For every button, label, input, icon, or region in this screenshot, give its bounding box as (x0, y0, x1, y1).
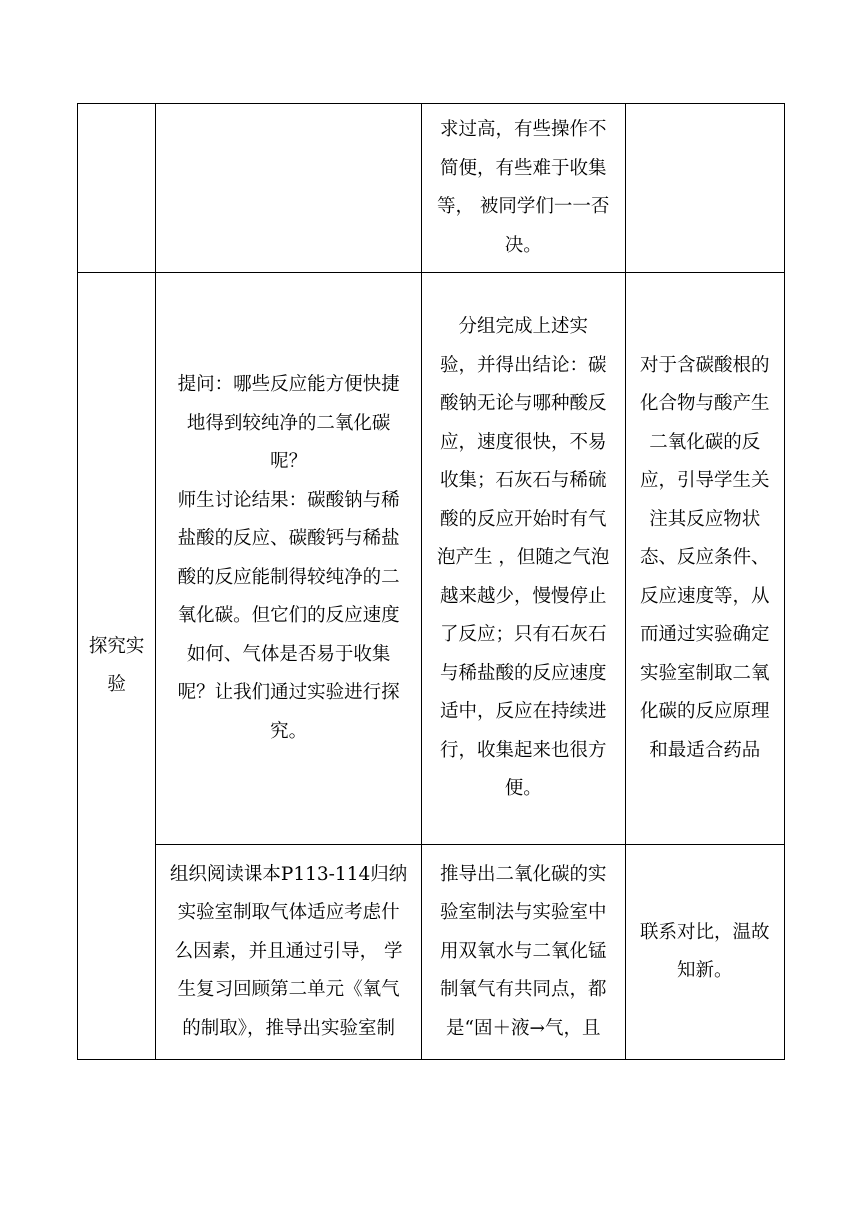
teacher-activity-cell: 提问：哪些反应能方便快捷 地得到较纯净的二氧化碳 呢？ 师生讨论结果：碳酸钠与稀 盐酸的反应、碳酸钙与稀盐 酸的反应能制得较纯净的二 氧化碳。但它们的反应速度 如何、气体是否易于收集 呢？让我们通过实验进行探 究。 (156, 273, 422, 845)
student-activity-cell: 分组完成上述实 验，并得出结论：碳 酸钠无论与哪种酸反 应，速度很快，不易 收集；石灰石与稀硫 酸的反应开始时有气 泡产生 ，但随之气泡 越来越少，慢慢停止 了反应；只有石灰石 与稀盐酸的反应速度 适中，反应在持续进 行，收集起来也很方 便。 (421, 273, 625, 845)
lesson-plan-table (77, 103, 785, 1060)
table-row (78, 845, 785, 1060)
teacher-activity-cell: 组织阅读课本P113-114归纳 实验室制取气体适应考虑什 么因素，并且通过引导， 学 生复习回顾第二单元《氧气 的制取》，推导出实验室制 (156, 845, 422, 1060)
table-row (78, 104, 785, 273)
design-intent-cell (625, 104, 784, 273)
stage-cell (78, 104, 156, 273)
design-intent-cell: 联系对比，温故 知新。 (625, 845, 784, 1060)
design-intent-cell: 对于含碳酸根的 化合物与酸产生 二氧化碳的反 应，引导学生关 注其反应物状 态、反应条件、 反应速度等，从 而通过实验确定 实验室制取二氧 化碳的反应原理 和最适合药品 (625, 273, 784, 845)
stage-cell: 探究实 验 (78, 273, 156, 1060)
student-activity-cell: 求过高，有些操作不 简便，有些难于收集 等， 被同学们一一否 决。 (421, 104, 625, 273)
teacher-activity-cell (156, 104, 422, 273)
student-activity-cell: 推导出二氧化碳的实 验室制法与实验室中 用双氧水与二氧化锰 制氧气有共同点，都 是“固＋液→气，且 (421, 845, 625, 1060)
table-row (78, 273, 785, 845)
